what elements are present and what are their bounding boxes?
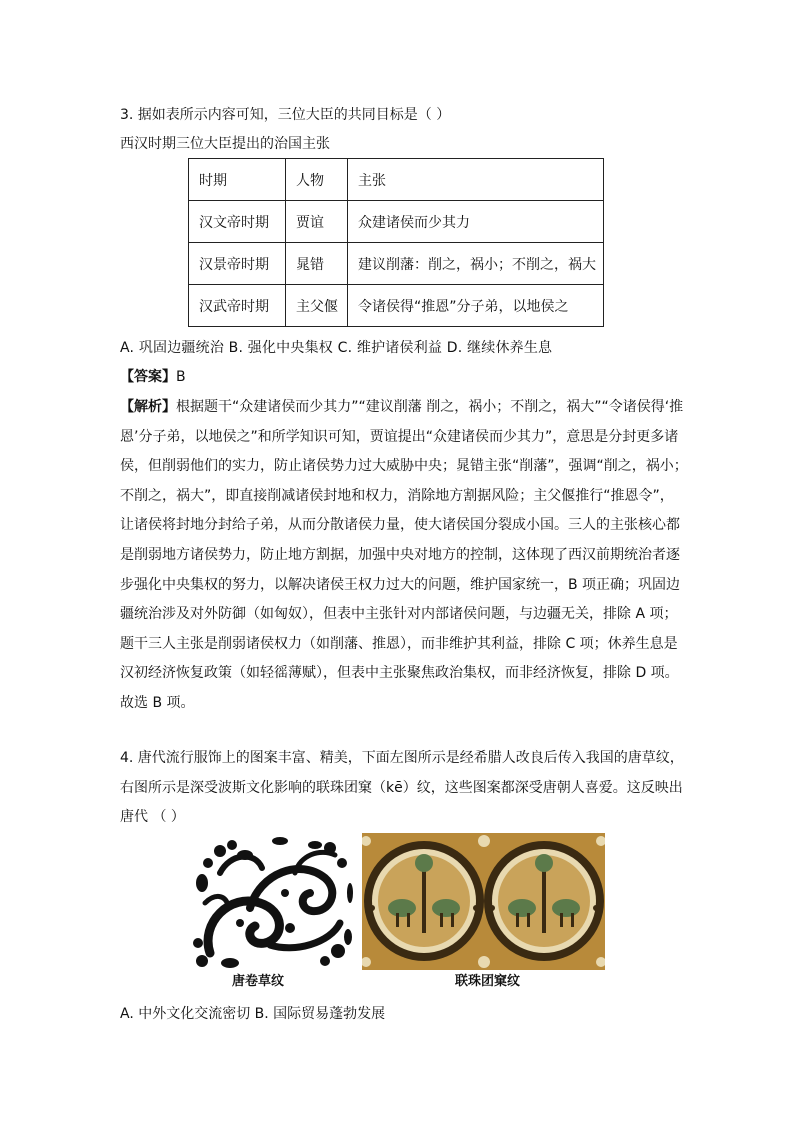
table-header-row (189, 159, 604, 201)
analysis-line: 汉初经济恢复政策（如轻徭薄赋），但表中主张聚焦政治集权，而非经济恢复，排除 D 项。 (120, 665, 679, 682)
table-caption: 西汉时期三位大臣提出的治国主张 (120, 136, 330, 152)
question-4-line: 右图所示是深受波斯文化影响的联珠团窠（kē）纹，这些图案都深受唐朝人喜爱。这反映出 (120, 779, 683, 796)
analysis-line: 是削弱地方诸侯势力，防止地方割据，加强中央对地方的控制，这体现了西汉前期统治者逐 (120, 546, 680, 563)
analysis-line: 侯，但削弱他们的实力，防止诸侯势力过大威胁中央；晁错主张“削藩”，强调“削之，祸小； (120, 458, 688, 475)
question-4-options: A. 中外文化交流密切 B. 国际贸易蓬勃发展 (120, 1006, 386, 1022)
table-row (189, 243, 604, 285)
table-cell: 汉景帝时期 (189, 243, 286, 285)
table-cell: 众建诸侯而少其力 (348, 201, 604, 243)
answer-line (120, 366, 186, 386)
question-3-options: A. 巩固边疆统治 B. 强化中央集权 C. 维护诸侯利益 D. 继续休养生息 (120, 340, 553, 356)
question-4-line: 唐代 （ ） (120, 809, 185, 826)
analysis-line: 让诸侯将封地分封给子弟，从而分散诸侯力量，使大诸侯国分裂成小国。三人的主张核心都 (120, 517, 680, 534)
tang-scroll-pattern-image (190, 833, 353, 970)
table-cell: 晁错 (286, 243, 348, 285)
analysis-paragraph (120, 393, 688, 719)
analysis-line: 恩’分子弟，以地侯之”和所学知识可知，贾谊提出“众建诸侯而少其力”，意思是分封更多诸 (120, 428, 679, 445)
header-proposal: 主张 (348, 159, 604, 201)
analysis-line: 故选 B 项。 (120, 694, 195, 711)
question-4-line: 4. 唐代流行服饰上的图案丰富、精美，下面左图所示是经希腊人改良后传入我国的唐草纹， (120, 750, 684, 766)
analysis-label: 【解析】 (120, 399, 176, 415)
table-cell: 令诸侯得“推恩”分子弟，以地侯之 (348, 285, 604, 327)
policy-table (188, 158, 604, 327)
header-person: 人物 (286, 159, 348, 201)
table-cell: 贾谊 (286, 201, 348, 243)
linked-pearl-roundel-image (362, 833, 605, 970)
left-image-caption: 唐卷草纹 (232, 974, 285, 989)
question-3-stem: 3. 据如表所示内容可知，三位大臣的共同目标是（ ） (120, 107, 451, 123)
header-period: 时期 (189, 159, 286, 201)
question-4-stem (120, 744, 684, 833)
table-cell: 汉文帝时期 (189, 201, 286, 243)
table-row (189, 285, 604, 327)
answer-label: 【答案】 (120, 369, 176, 385)
analysis-line: 步强化中央集权的努力，以解决诸侯王权力过大的问题，维护国家统一，B 项正确；巩固边 (120, 576, 681, 593)
right-image-caption: 联珠团窠纹 (455, 974, 521, 989)
analysis-line: 题干三人主张是削弱诸侯权力（如削藩、推恩），而非维护其利益，排除 C 项；休养生息是 (120, 635, 678, 652)
table-cell: 汉武帝时期 (189, 285, 286, 327)
analysis-line: 疆统治涉及对外防御（如匈奴），但表中主张针对内部诸侯问题，与边疆无关，排除 A 项； (120, 606, 678, 623)
answer-value: B (176, 369, 186, 385)
table-cell: 主父偃 (286, 285, 348, 327)
analysis-line: 不削之，祸大”，即直接削减诸侯封地和权力，消除地方割据风险；主父偃推行“推恩令”， (120, 487, 674, 504)
table-cell: 建议削藩：削之，祸小；不削之，祸大 (348, 243, 604, 285)
table-row (189, 201, 604, 243)
analysis-line: 【解析】根据题干“众建诸侯而少其力”“建议削藩 削之，祸小；不削之，祸大”“令诸侯得‘推 (120, 399, 684, 415)
